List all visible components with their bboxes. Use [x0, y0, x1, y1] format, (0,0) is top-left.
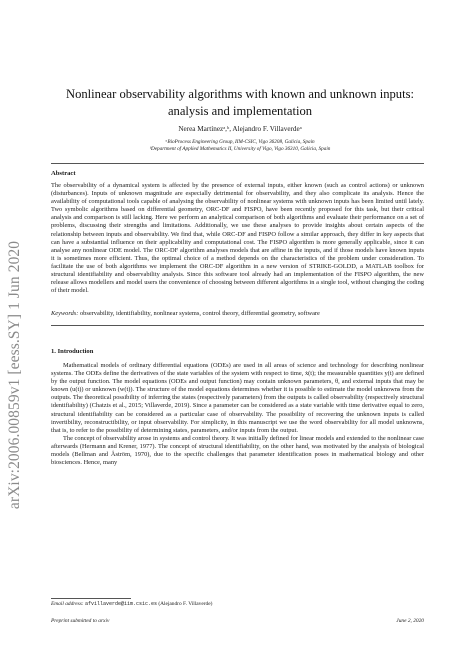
abstract-bottom-rule	[51, 325, 424, 326]
abstract-text: The observability of a dynamical system is affected by the presence of external inputs, either known (such as control actions) or unknown (disturbances). Inputs of unknown magnitude are especially detrimental for observability, and they also complicate its analysis. Hence the availability of computational tools capable of analysing the observability of nonlinear systems with unknown inputs has been limited until lately. Two symbolic algorithms based on differential geometry, ORC-DF and FISPO, have been recently proposed for this task, but their critical analysis and comparison is still lacking. Here we perform an analytical comparison of both algorithms and evaluate their performance on a set of problems, discussing their strengths and limitations. Additionally, we use these analyses to provide insights about certain aspects of the relationship between inputs and observability. We find that, while ORC-DF and FISPO follow a similar approach, they differ in key aspects that can have a substantial influence on their applicability and computational cost. The FISPO algorithm is more generally applicable, since it can analyse any nonlinear ODE model. The ORC-DF algorithm analyses models that are affine in the inputs, and if those models have known inputs it is sometimes more efficient. Thus, the optimal choice of a method depends on the characteristics of the problem under consideration. To facilitate the use of both algorithms we implement the ORC-DF algorithm in a new version of STRIKE-GOLDD, a MATLAB toolbox for structural identifiability and observability analysis. Since this software tool already had an implementation of the FISPO algorithm, the new release allows modellers and model users the convenience of choosing between different algorithms in a single tool, without changing the coding of their model.	[51, 182, 424, 295]
footnote-person: (Alejandro F. Villaverde)	[158, 601, 213, 607]
abstract-top-rule	[51, 163, 424, 164]
arxiv-identifier	[5, 175, 25, 575]
intro-paragraph-2: The concept of observability arose in systems and control theory. It was initially defined for linear models and extended to the nonlinear case afterwards (Hermann and Krener, 1977). The concept of structural identifiability, on the other hand, was motivated by the analysis of biological models (Bellman and Åström, 1970), due to the specific challenges that parameter identification poses in mathematical biology and other biosciences. Hence, many	[51, 434, 424, 467]
footer-date: June 2, 2020	[396, 618, 424, 624]
keywords-list: observability, identifiability, nonlinear systems, control theory, differential geometry, software	[79, 310, 320, 317]
affiliation-a: ᵃBioProcess Engineering Group, IIM-CSIC, Vigo 36208, Galicia, Spain	[165, 139, 315, 145]
footnote-rule	[51, 598, 131, 599]
footnote-label: Email address:	[51, 601, 84, 607]
affiliation-b: ᵇDepartment of Applied Mathematics II, University of Vigo, Vigo 36310, Galicia, Spain	[149, 146, 331, 153]
abstract-heading: Abstract	[51, 170, 76, 177]
arxiv-identifier-text: arXiv:2006.00859v1 [eess.SY] 1 Jun 2020	[6, 240, 23, 510]
section-heading-introduction: 1. Introduction	[51, 348, 94, 355]
footnote	[51, 601, 424, 608]
footer-preprint: Preprint submitted to arxiv	[51, 618, 110, 624]
affiliations	[60, 139, 420, 154]
keywords-label: Keywords:	[51, 310, 79, 317]
keywords	[51, 310, 424, 318]
intro-paragraph-1: Mathematical models of ordinary differential equations (ODEs) are used in all areas of science and technology for describing nonlinear systems. The ODEs define the derivatives of the state variables of the system with respect to time, ẋ(t); the measurable quantities y(t) are defined by the output function. The model equations (ODEs and output function) may contain unknown parameters, θ, and external inputs that may be known (u(t)) or unknown (w(t)). The structure of the model equations determines whether it is possible to estimate the model unknowns from the outputs. The theoretical possibility of inferring the states (respectively parameters) from the outputs is called observability (respectively structural identifiability) (Chatzis et al., 2015; Villaverde, 2019). Since a parameter can be considered as a state variable with time derivative equal to zero, structural identifiability can be considered as a particular case of observability. The possibility of recovering the unknown inputs is called invertibility, reconstructibility, or input observability. For simplicity, in this manuscript we use the word observability for all model unknowns, that is, to refer to the possibility of determining states, parameters, and/or inputs from the output.	[51, 362, 424, 434]
author-list: Nerea Martínezᵃ,ᵇ, Alejandro F. Villaverdeᵃ	[178, 125, 302, 133]
footnote-email[interactable]: afvillaverde@iim.csic.es	[84, 601, 157, 607]
introduction-body	[51, 362, 424, 467]
paper-title: Nonlinear observability algorithms with known and unknown inputs: analysis and implementation	[65, 87, 415, 118]
